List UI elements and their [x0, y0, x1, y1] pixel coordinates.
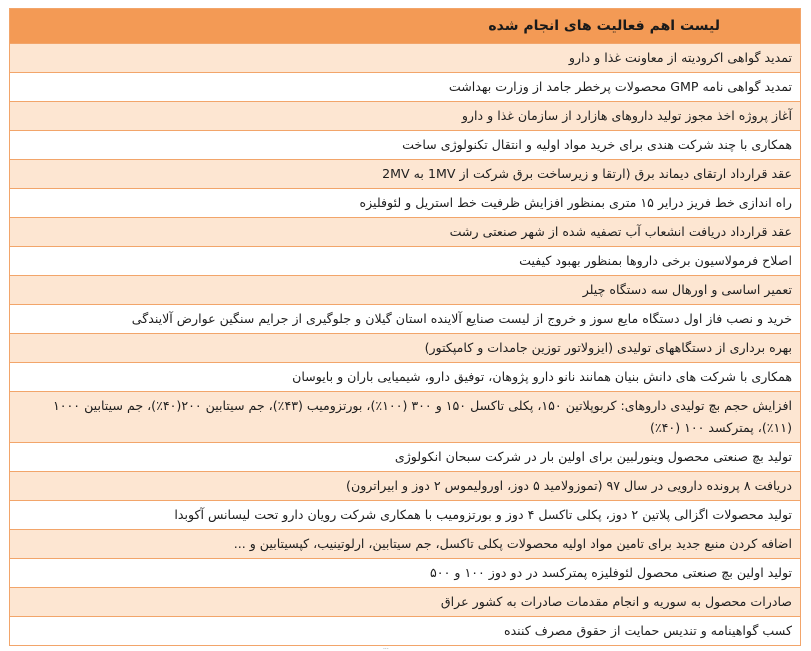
row-text: عقد قرارداد ارتقای دیماند برق (ارتقا و زیرساخت برق شرکت از 1MV به 2MV — [10, 160, 801, 189]
table-row — [10, 102, 801, 131]
table-body — [10, 44, 801, 646]
activities-table — [9, 8, 801, 646]
row-text: تولید محصولات اگزالی پلاتین ۲ دوز، پکلی تاکسل ۴ دوز و بورتزومیب با همکاری شرکت رویان دارو تحت لیسانس آکوبدا — [10, 501, 801, 530]
row-text: خرید و نصب فاز اول دستگاه مایع سوز و خروج از لیست صنایع آلاینده استان گیلان و جلوگیری از جرایم سنگین عوارض آلایندگی — [10, 305, 801, 334]
table-row — [10, 218, 801, 247]
table-row — [10, 334, 801, 363]
row-text: تولید اولین بچ صنعتی محصول لئوفلیزه پمترکسد در دو دوز ۱۰۰ و ۵۰۰ — [10, 559, 801, 588]
table-row — [10, 160, 801, 189]
row-text: صادرات محصول به سوریه و انجام مقدمات صادرات به کشور عراق — [10, 588, 801, 617]
table-row — [10, 443, 801, 472]
row-text: دریافت ۸ پرونده دارویی در سال ۹۷ (تموزولامید ۵ دوز، اورولیموس ۲ دوز و ابیراترون) — [10, 472, 801, 501]
table-row — [10, 501, 801, 530]
table-title: لیست اهم فعالیت های انجام شده — [10, 9, 801, 44]
table-row — [10, 392, 801, 443]
row-text: کسب گواهینامه و تندیس حمایت از حقوق مصرف کننده — [10, 617, 801, 646]
table-row — [10, 588, 801, 617]
row-text: تولید بچ صنعتی محصول وینورلبین برای اولین بار در شرکت سبحان انکولوژی — [10, 443, 801, 472]
table-row — [10, 247, 801, 276]
row-text: همکاری با چند شرکت هندی برای خرید مواد اولیه و انتقال تکنولوژی ساخت — [10, 131, 801, 160]
table-row — [10, 44, 801, 73]
table-row — [10, 559, 801, 588]
row-text: افزایش حجم بچ تولیدی داروهای: کربوپلاتین ۱۵۰، پکلی تاکسل ۱۵۰ و ۳۰۰ (۱۰۰٪)، بورتزومیب (۴۳٪)، جم سیتابین ۲۰۰(۴۰٪)، جم سیتابین ۱۰۰۰ (۱۱٪)، پمترکسد ۱۰۰ (۴۰٪) — [10, 392, 801, 443]
row-text: راه اندازی خط فریز درایر ۱۵ متری بمنظور افزایش ظرفیت خط استریل و لئوفلیزه — [10, 189, 801, 218]
row-text: آغاز پروژه اخذ مجوز تولید داروهای هازارد از سازمان غذا و دارو — [10, 102, 801, 131]
table-row — [10, 617, 801, 646]
table-row — [10, 472, 801, 501]
row-text: تعمیر اساسی و اورهال سه دستگاه چیلر — [10, 276, 801, 305]
row-text: عقد قرارداد دریافت انشعاب آب تصفیه شده از شهر صنعتی رشت — [10, 218, 801, 247]
table-row — [10, 189, 801, 218]
row-text: همکاری با شرکت های دانش بنیان همانند نانو دارو پژوهان، توفیق دارو، شیمیایی باران و بایوسان — [10, 363, 801, 392]
row-text: اضافه کردن منبع جدید برای تامین مواد اولیه محصولات پکلی تاکسل، جم سیتابین، ارلوتینیب، کپسیتابین و ... — [10, 530, 801, 559]
table-row — [10, 131, 801, 160]
table-row — [10, 276, 801, 305]
table-header-row — [10, 9, 801, 44]
table-row — [10, 305, 801, 334]
row-text: تمدید گواهی اکرودیته از معاونت غذا و دارو — [10, 44, 801, 73]
row-text: اصلاح فرمولاسیون برخی داروها بمنظور بهبود کیفیت — [10, 247, 801, 276]
table-row — [10, 530, 801, 559]
row-text: تمدید گواهی نامه GMP محصولات پرخطر جامد از وزارت بهداشت — [10, 73, 801, 102]
row-text: بهره برداری از دستگاههای تولیدی (ایزولاتور توزین جامدات و کامپکتور) — [10, 334, 801, 363]
table-row — [10, 363, 801, 392]
footer-mark: ... — [383, 644, 389, 651]
table-row — [10, 73, 801, 102]
